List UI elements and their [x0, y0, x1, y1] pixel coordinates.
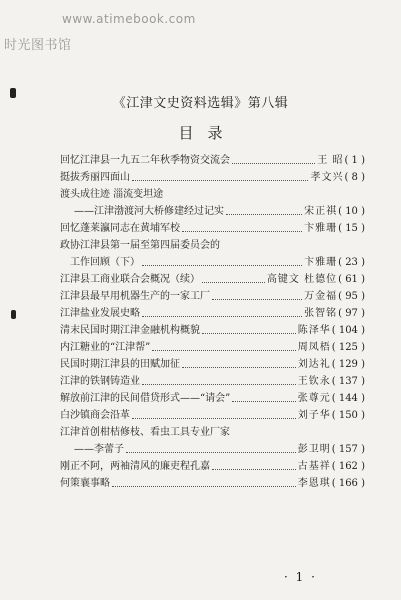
- toc-entry-title: 民国时期江津县的田赋加征: [60, 359, 180, 370]
- leader-dots: [232, 401, 296, 402]
- toc-entry-page: ( 166 ): [331, 478, 365, 489]
- toc-entry: [60, 320, 365, 337]
- toc-entry-page: ( 137 ): [331, 376, 365, 387]
- toc-entry-title: 江津首创柑桔修枝、看虫工具专业厂家: [60, 427, 230, 438]
- toc-entry-page: ( 97 ): [338, 308, 365, 319]
- toc-entry: [60, 371, 365, 388]
- leader-dots: [152, 350, 296, 351]
- toc-entry-author: 宋正祺: [304, 206, 338, 217]
- toc-entry-author: 万金福: [304, 291, 338, 302]
- watermark-url: www.atimebook.com: [62, 12, 196, 26]
- toc-entry-page: ( 144 ): [331, 393, 365, 404]
- toc-entry-author: 高键文 杜德位: [266, 274, 338, 285]
- toc-entry-title: 江津盐业发展史略: [60, 308, 140, 319]
- leader-dots: [142, 316, 302, 317]
- toc-entry: [60, 439, 365, 456]
- binding-hole-bottom: [11, 310, 16, 319]
- toc-entry-title: 江津县工商业联合会概况（续）: [60, 274, 200, 285]
- toc-entry-page: ( 1 ): [344, 155, 365, 166]
- toc-entry: [60, 252, 365, 269]
- toc-entry-page: ( 8 ): [344, 172, 365, 183]
- toc-entry: [60, 337, 365, 354]
- toc-entry-author: 李恩琪: [297, 478, 331, 489]
- toc-entry-author: 王钦永: [297, 376, 331, 387]
- leader-dots: [112, 486, 296, 487]
- toc-entry: [60, 201, 365, 218]
- toc-entry: [60, 473, 365, 490]
- leader-dots: [212, 469, 296, 470]
- toc-entry-title: 回忆江津县一九五二年秋季物资交流会: [60, 155, 230, 166]
- toc-entry-page: ( 125 ): [331, 342, 365, 353]
- toc-entry: [60, 422, 365, 439]
- leader-dots: [142, 265, 302, 266]
- toc-entry-title: 政协江津县第一届至第四届委员会的: [60, 240, 220, 251]
- toc-entry: [60, 218, 365, 235]
- toc-entry-title: 白沙镇商会沿革: [60, 410, 130, 421]
- toc-entry-title: 渡头成往迹 淄流变坦途: [60, 189, 164, 200]
- toc-entry-author: 陈泽华: [297, 325, 331, 336]
- toc-entry-author: 刘子华: [297, 410, 331, 421]
- toc-entry-author: 卞雅珊: [304, 257, 338, 268]
- toc-entry-title: 内江糖业的“江津帮”: [60, 342, 151, 353]
- toc-entry-title: 工作回顾（下）: [70, 257, 140, 268]
- toc-entry-author: 刘达礼: [297, 359, 331, 370]
- toc-entry-page: ( 10 ): [338, 206, 365, 217]
- toc-entry-page: ( 104 ): [331, 325, 365, 336]
- toc-entry-author: 周凤梧: [297, 342, 331, 353]
- toc-entry-title: ——李蕾子: [74, 444, 124, 455]
- leader-dots: [202, 333, 296, 334]
- table-of-contents: [60, 150, 365, 490]
- toc-entry-author: 古基祥: [297, 461, 331, 472]
- toc-entry-title: 回忆蓬莱瀛同志在黄埔军校: [60, 223, 180, 234]
- toc-entry-page: ( 23 ): [338, 257, 365, 268]
- toc-heading: 目录: [178, 124, 237, 142]
- toc-entry-page: ( 129 ): [331, 359, 365, 370]
- leader-dots: [182, 231, 302, 232]
- leader-dots: [212, 299, 302, 300]
- toc-entry: [60, 405, 365, 422]
- leader-dots: [132, 418, 296, 419]
- toc-entry-page: ( 157 ): [331, 444, 365, 455]
- leader-dots: [232, 163, 315, 164]
- toc-entry: [60, 303, 365, 320]
- toc-entry-page: ( 162 ): [331, 461, 365, 472]
- toc-entry-author: 王 昭: [317, 155, 344, 166]
- toc-entry-title: 刚正不阿，两袖清风的廉吏程孔嘉: [60, 461, 210, 472]
- toc-entry-title: 解放前江津的民间借贷形式——“请会”: [60, 393, 231, 404]
- toc-entry: [60, 167, 365, 184]
- toc-entry: [60, 456, 365, 473]
- book-title: 《江津文史资料选辑》第八辑: [112, 96, 289, 111]
- toc-entry: [60, 354, 365, 371]
- toc-entry-title: 何策襄事略: [60, 478, 110, 489]
- toc-entry-title: ——江津渤渡河大桥修建经过记实: [74, 206, 224, 217]
- toc-entry-author: 卞雅珊: [304, 223, 338, 234]
- page-number: · 1 ·: [284, 570, 317, 584]
- toc-entry-page: ( 95 ): [338, 291, 365, 302]
- leader-dots: [226, 214, 302, 215]
- watermark-cn: 时光图书馆: [4, 38, 72, 53]
- leader-dots: [182, 367, 296, 368]
- toc-entry: [60, 235, 365, 252]
- toc-entry-title: 江津县最早用机器生产的一家工厂: [60, 291, 210, 302]
- toc-entry: [60, 286, 365, 303]
- toc-entry-author: 张尊元: [297, 393, 331, 404]
- toc-entry-title: 挺拔秀丽四面山: [60, 172, 130, 183]
- toc-entry-title: 江津的铁钢铸造业: [60, 376, 140, 387]
- leader-dots: [126, 452, 296, 453]
- toc-entry-title: 清末民国时期江津金融机构概貌: [60, 325, 200, 336]
- toc-entry: [60, 184, 365, 201]
- toc-entry-page: ( 150 ): [331, 410, 365, 421]
- toc-entry-page: ( 15 ): [338, 223, 365, 234]
- toc-entry: [60, 269, 365, 286]
- leader-dots: [132, 180, 308, 181]
- toc-entry: [60, 150, 365, 167]
- leader-dots: [202, 282, 265, 283]
- toc-entry: [60, 388, 365, 405]
- toc-entry-author: 彭卫明: [297, 444, 331, 455]
- leader-dots: [142, 384, 296, 385]
- toc-entry-author: 张智铭: [304, 308, 338, 319]
- toc-entry-page: ( 61 ): [338, 274, 365, 285]
- toc-entry-author: 孝文兴: [310, 172, 344, 183]
